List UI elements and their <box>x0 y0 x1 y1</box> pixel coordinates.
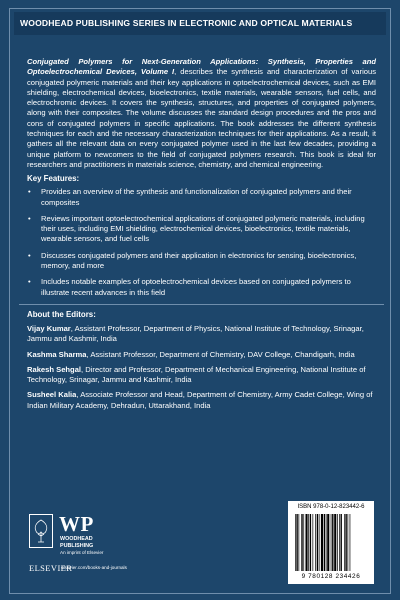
feature-item <box>27 277 376 298</box>
book-description <box>27 57 376 170</box>
editor-name: Kashma Sharma <box>27 349 87 359</box>
feature-text: Discusses conjugated polymers and their application in electronics for sensing, bioelectronics, memory, and more <box>41 250 357 271</box>
elsevier-tree-icon <box>29 514 53 548</box>
isbn-barcode <box>288 501 374 584</box>
feature-text: Includes notable examples of optoelectrochemical devices based on conjugated polymers to illustrate recent advances in this field <box>41 277 351 297</box>
editor-entry <box>27 390 376 411</box>
isbn-text: ISBN 978-0-12-823442-6 <box>297 504 365 510</box>
barcode-bar <box>306 514 308 571</box>
series-title: WOODHEAD PUBLISHING SERIES IN ELECTRONIC AND OPTICAL MATERIALS <box>20 18 353 28</box>
editor-name: Susheel Kalia <box>27 390 77 400</box>
elsevier-wordmark: ELSEVIER <box>29 563 73 573</box>
barcode-bar <box>319 514 320 571</box>
barcode-bar <box>339 514 340 571</box>
barcode-bar <box>321 514 323 571</box>
editor-entry <box>27 324 376 345</box>
editor-details: , Assistant Professor, Department of Physics, National Institute of Technology, Srinagar, Jammu and Kashmir, India <box>27 323 364 344</box>
publisher-logo <box>29 503 159 583</box>
bullet-icon: • <box>28 277 31 287</box>
feature-text: Provides an overview of the synthesis and functionalization of conjugated polymers and their composites <box>41 187 352 207</box>
wp-logo-letters: WP <box>59 512 94 536</box>
editor-entry <box>27 350 376 360</box>
barcode-bar <box>345 514 346 571</box>
barcode-bars <box>295 514 368 571</box>
imprint-text <box>60 550 103 556</box>
barcode-bar <box>350 514 351 571</box>
barcode-bar <box>327 514 329 571</box>
barcode-bar <box>317 514 318 571</box>
editor-name: Rakesh Sehgal <box>27 364 82 374</box>
barcode-bar <box>331 514 332 571</box>
publisher-name-line: WOODHEAD <box>60 536 93 542</box>
feature-item <box>27 251 376 272</box>
bullet-icon: • <box>28 187 31 197</box>
feature-item <box>27 187 376 208</box>
barcode-bar <box>341 514 342 571</box>
back-cover-content <box>27 57 376 416</box>
barcode-bar <box>308 514 309 571</box>
editor-details: , Director and Professor, Department of Mechanical Engineering, National Institute of Technology, Srinagar, Jammu and Kashmir, India <box>27 364 366 385</box>
imprint-line: An imprint of Elsevier <box>60 550 104 555</box>
feature-text: Reviews important optoelectrochemical applications of conjugated polymeric materials, including their uses, including EMI shielding, electrochemical devices, bioelectronics, textile materials, wearable sensors, and fuel cells <box>41 213 365 244</box>
barcode-bar <box>301 514 302 571</box>
description-text: , describes the synthesis and characterization of various conjugated polymeric materials and their key applications in optoelectrochemical devices, such as EMI shielding, electrochemical devices, bioelectronics, textile materials, wearable sensors, fuel cells, and electrochromic devices. It covers the synthesis, structures, and properties of conjugated polymers, along with their composites. The volume discusses the standard design procedures and the pros and cons of conjugated polymers in specific applications. The book addresses the different synthesis techniques for each and the necessary characterization techniques for their applications. As a result, it gathers all the relevant data on every conjugated polymer used in the last few decades, providing a unique platform to newcomers to the field of conjugated polymers research. This book is ideal for researchers and practitioners in materials science, chemistry, and chemical engineering. <box>27 67 376 169</box>
publisher-name-line: PUBLISHING <box>60 542 94 549</box>
key-features-list <box>27 187 376 298</box>
editors-heading: About the Editors: <box>27 309 96 319</box>
barcode-bar <box>324 514 325 571</box>
barcode-bar <box>303 514 304 571</box>
barcode-bar <box>332 514 333 571</box>
editor-name: Vijay Kumar <box>27 323 71 333</box>
section-divider <box>19 304 384 305</box>
barcode-bar <box>295 514 296 571</box>
barcode-bar <box>344 514 345 571</box>
barcode-bar <box>337 514 338 571</box>
key-features-heading: Key Features: <box>27 174 80 184</box>
barcode-bar <box>348 514 349 571</box>
barcode-bar <box>315 514 316 571</box>
barcode-bar <box>296 514 297 571</box>
feature-item <box>27 214 376 245</box>
bullet-icon: • <box>28 250 31 260</box>
editor-details: , Associate Professor and Head, Department of Chemistry, Army Cadet College, Wing of Indian Military Academy, Dehradun, Uttarakhand, India <box>27 390 373 410</box>
elsevier-url: elsevier.com/books-and-journals <box>61 565 127 570</box>
barcode-number: 9 780128 234426 <box>301 573 361 580</box>
bullet-icon: • <box>28 213 31 223</box>
barcode-bar <box>299 514 300 571</box>
publisher-name <box>60 536 93 549</box>
editor-details: , Assistant Professor, Department of Chemistry, DAV College, Chandigarh, India <box>86 349 355 359</box>
barcode-bar <box>334 514 336 571</box>
editor-entry <box>27 365 376 386</box>
barcode-bar <box>313 514 314 571</box>
book-title: Conjugated Polymers for Next-Generation Applications: Synthesis, Properties and Optoelectrochemical Devices, Volume I <box>27 57 376 77</box>
barcode-bar <box>310 514 311 571</box>
series-banner <box>14 12 386 35</box>
barcode-bar <box>326 514 327 571</box>
